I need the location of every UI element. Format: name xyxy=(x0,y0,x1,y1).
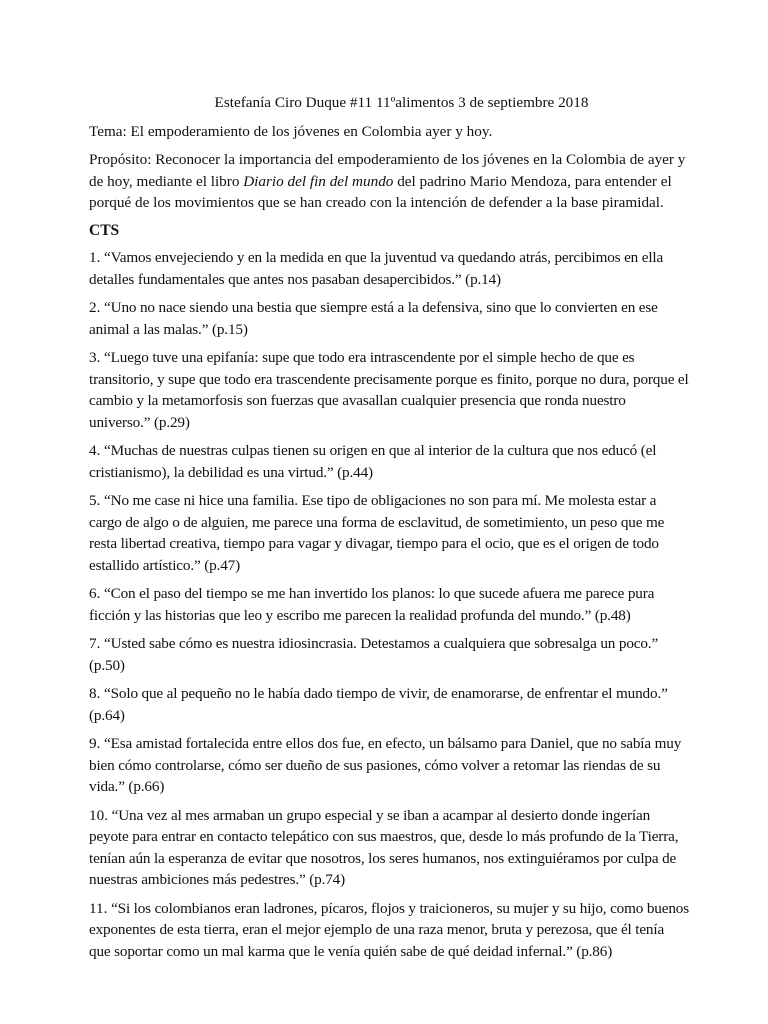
quote-text: “Si los colombianos eran ladrones, pícaros, flojos y traicioneros, su mujer y su hijo, como buenos exponentes de esta tierra, eran el mejor ejemplo de una raza menor, bruta y perezosa, que él tenía que soportar como un mal karma que le venía quién sabe de qué deidad infernal.” (p.86) xyxy=(89,899,689,960)
quote-text: “Vamos envejeciendo y en la medida en que la juventud va quedando atrás, percibimos en ella detalles fundamentales que antes nos pasaban desapercibidos.” (p.14) xyxy=(89,249,664,288)
quote-text: “No me case ni hice una familia. Ese tipo de obligaciones no son para mí. Me molesta estar a cargo de algo o de alguien, me parece una forma de esclavitud, de sometimiento, un peso que me resta libertad creativa, tiempo para vagar y divagar, tiempo para el ocio, que es el origen de todo estallido artístico.” (p.47) xyxy=(89,492,665,574)
document-header: Estefanía Ciro Duque #11 11ºalimentos 3 de septiembre 2018 xyxy=(214,94,589,111)
quote-number: 3. xyxy=(89,349,101,366)
quote-text: “Una vez al mes armaban un grupo especial y se iban a acampar al desierto donde ingerían peyote para entrar en contacto telepático con sus maestros, que, desde lo más profundo de la Tierra, tenían aún la esperanza de evitar que nosotros, los seres humanos, nos extinguiéramos por culpa de nuestras ambiciones más pedestres.” (p.74) xyxy=(89,806,679,888)
quote-number: 9. xyxy=(89,735,101,752)
quote-item xyxy=(89,490,689,576)
quote-text: “Usted sabe cómo es nuestra idiosincrasia. Detestamos a cualquiera que sobresalga un poco.” (p.50) xyxy=(89,635,659,674)
document-body xyxy=(89,92,689,969)
quote-item xyxy=(89,683,689,726)
quote-number: 6. xyxy=(89,585,101,602)
quote-number: 4. xyxy=(89,442,101,459)
quote-item xyxy=(89,247,689,290)
quote-text: “Con el paso del tiempo se me han invertido los planos: lo que sucede afuera me parece pura ficción y las historias que leo y escribo me parecen la realidad profunda del mundo.” (p.48) xyxy=(89,585,655,624)
quote-number: 11. xyxy=(89,899,108,917)
quote-item xyxy=(89,898,689,963)
quote-item xyxy=(89,583,689,626)
quote-number: 2. xyxy=(89,299,101,316)
quote-number: 7. xyxy=(89,635,101,652)
quote-number: 8. xyxy=(89,685,101,702)
quote-text: “Solo que al pequeño no le había dado tiempo de vivir, de enamorarse, de enfrentar el mundo.” (p.64) xyxy=(89,685,668,724)
book-title: Diario del fin del mundo xyxy=(243,172,394,190)
quote-text: “Uno no nace siendo una bestia que siempre está a la defensiva, sino que lo convierten en ese animal a las malas.” (p.15) xyxy=(89,299,658,338)
topic-line: Tema: El empoderamiento de los jóvenes en Colombia ayer y hoy. xyxy=(89,122,493,140)
quote-item xyxy=(89,440,689,483)
section-heading-cts: CTS xyxy=(89,221,120,239)
quote-text: “Muchas de nuestras culpas tienen su origen en que al interior de la cultura que nos educó (el cristianismo), la debilidad es una virtud.” (p.44) xyxy=(89,442,657,481)
quote-number: 1. xyxy=(89,249,101,266)
quote-text: “Esa amistad fortalecida entre ellos dos fue, en efecto, un bálsamo para Daniel, que no sabía muy bien cómo controlarse, cómo ser dueño de sus pasiones, cómo volver a retomar las riendas de su vida.” (p.66) xyxy=(89,735,682,795)
quote-item xyxy=(89,733,689,798)
quote-item xyxy=(89,633,689,676)
quote-item xyxy=(89,805,689,891)
quote-number: 10. xyxy=(89,806,108,824)
quote-item xyxy=(89,297,689,340)
purpose-text-start: Propósito: Reconocer la importancia del empoderamiento de los jóvenes en la Colombia de ayer y de hoy, mediante el libro xyxy=(89,151,686,190)
quote-item xyxy=(89,347,689,433)
quote-number: 5. xyxy=(89,492,101,509)
purpose-paragraph xyxy=(89,149,689,214)
quote-text: “Luego tuve una epifanía: supe que todo era intrascendente por el simple hecho de que es transitorio, y supe que todo era trascendente precisamente porque es finito, porque no dura, porque el cambio y la metamorfosis son fuerzas que avasallan cualquier presencia que ronda nuestro universo.” (p.29) xyxy=(89,349,689,431)
purpose-text-end: del padrino Mario Mendoza, para entender el porqué de los movimientos que se han creado con la intención de defender a la base piramidal. xyxy=(89,172,672,211)
